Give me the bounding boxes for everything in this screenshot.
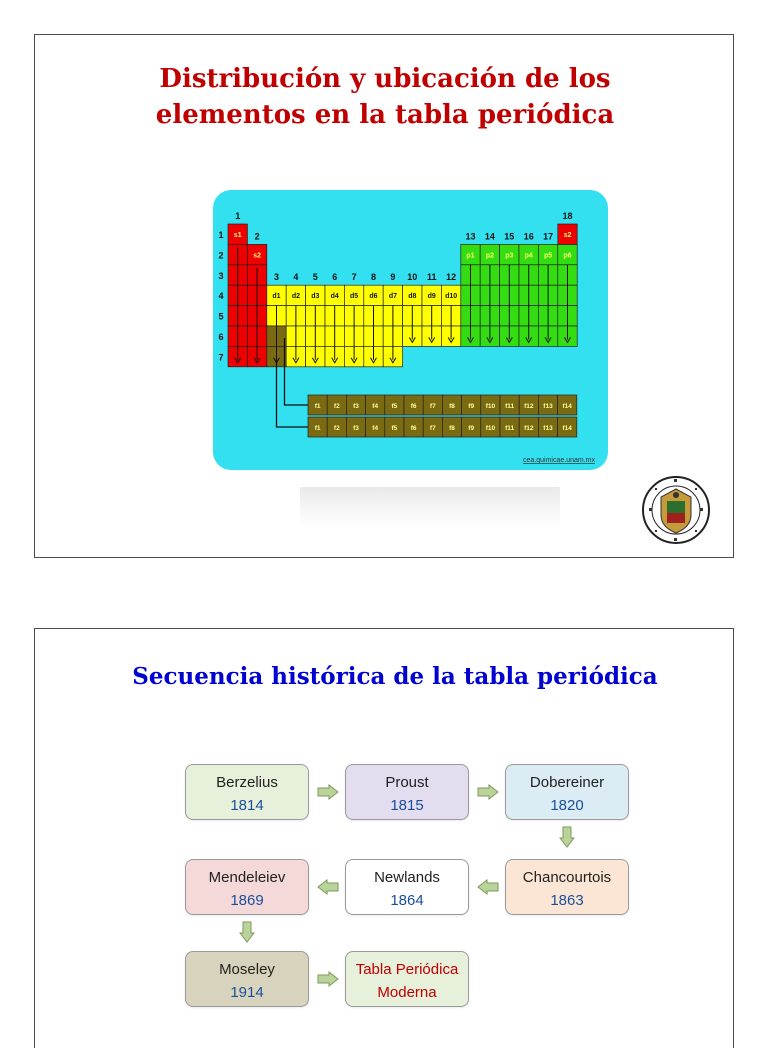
orbital-label: f4 [372, 425, 379, 432]
periodic-table-figure [213, 190, 608, 470]
period-number: 4 [218, 291, 224, 302]
scientist-year: 1869 [230, 892, 264, 909]
orbital-label: f10 [485, 425, 496, 432]
orbital-label: f9 [468, 403, 475, 410]
period-number: 5 [218, 311, 224, 322]
scientist-year: 1815 [390, 797, 424, 814]
flow-box-chancourtois [505, 859, 629, 915]
modern-table-sublabel: Moderna [377, 984, 437, 1001]
arrow-down-icon [559, 826, 575, 848]
title-line-1: Distribución y ubicación de los [159, 64, 611, 94]
flow-box-mendeleiev [185, 859, 309, 915]
group-number: 1 [235, 211, 241, 221]
orbital-label: f5 [391, 403, 398, 410]
scientist-year: 1814 [230, 797, 264, 814]
period-number: 7 [218, 352, 224, 363]
orbital-label: d2 [291, 293, 300, 301]
period-number: 6 [218, 332, 224, 342]
arrow-left-icon [477, 879, 499, 895]
orbital-label: d3 [311, 293, 320, 301]
scientist-name: Moseley [219, 961, 275, 978]
group-number: 13 [465, 231, 476, 242]
scientist-name: Proust [385, 774, 429, 791]
group-number: 9 [390, 272, 396, 283]
orbital-label: f11 [505, 403, 515, 410]
group-number: 15 [504, 231, 515, 242]
image-credit: cea.quimicae.unam.mx [523, 457, 595, 464]
orbital-label: d5 [350, 293, 359, 301]
scientist-name: Dobereiner [529, 774, 605, 791]
orbital-label: f2 [333, 403, 340, 410]
modern-table-label: Tabla Periódica [355, 961, 459, 978]
orbital-label: d1 [272, 293, 281, 301]
orbital-label: f2 [333, 425, 340, 432]
orbital-label: d7 [388, 293, 397, 301]
orbital-label: p1 [466, 252, 475, 260]
flow-box-modern-table [345, 951, 469, 1007]
orbital-label: d10 [445, 293, 458, 301]
arrow-left-icon [317, 879, 339, 895]
group-number: 4 [293, 272, 299, 283]
group-number: 5 [312, 272, 318, 283]
orbital-label: f1 [314, 403, 321, 410]
arrow-down-icon [239, 921, 255, 943]
orbital-label: f1 [314, 425, 321, 432]
orbital-label: f14 [562, 403, 572, 410]
orbital-label: f6 [410, 425, 417, 432]
flow-box-newlands [345, 859, 469, 915]
orbital-label: f13 [543, 425, 553, 432]
orbital-label: d4 [330, 293, 339, 301]
scientist-name: Mendeleiev [208, 869, 286, 886]
flow-box-proust [345, 764, 469, 820]
arrow-right-icon [477, 784, 499, 800]
orbital-label: d8 [408, 293, 417, 301]
flow-box-moseley [185, 951, 309, 1007]
scientist-year: 1914 [230, 984, 264, 1001]
group-number: 10 [407, 272, 418, 283]
orbital-label: f14 [562, 425, 572, 432]
group-number: 6 [332, 272, 338, 283]
orbital-label: s1 [233, 232, 242, 239]
orbital-label: f7 [429, 403, 436, 410]
scientist-name: Chancourtois [522, 869, 612, 886]
slide-periodic-table [34, 34, 734, 558]
orbital-label: f11 [505, 425, 515, 432]
period-number: 2 [218, 250, 224, 261]
flow-box-dobereiner [505, 764, 629, 820]
slide-title: Secuencia histórica de la tabla periódica [132, 663, 658, 690]
orbital-label: f7 [429, 425, 436, 432]
orbital-label: f3 [353, 403, 359, 410]
orbital-label: f3 [353, 425, 359, 432]
arrow-right-icon [317, 784, 339, 800]
scientist-name: Berzelius [216, 774, 278, 791]
scientist-year: 1863 [550, 892, 584, 909]
orbital-label: f8 [449, 403, 455, 410]
group-number: 8 [370, 272, 377, 283]
group-number: 12 [446, 272, 457, 283]
orbital-label: f12 [524, 403, 534, 410]
group-number: 16 [523, 231, 534, 242]
title-line-2: elementos en la tabla periódica [155, 100, 615, 130]
group-number: 11 [426, 272, 437, 283]
university-seal-icon [641, 475, 711, 545]
scientist-year: 1820 [550, 797, 584, 814]
slide-historical-sequence [34, 628, 734, 1048]
group-number: 3 [273, 272, 280, 283]
group-number: 7 [351, 272, 357, 283]
orbital-label: p3 [505, 252, 514, 260]
orbital-label: p4 [524, 252, 533, 260]
period-number: 3 [218, 270, 224, 281]
period-number: 1 [218, 230, 224, 240]
arrow-right-icon [317, 971, 339, 987]
group-number: 17 [543, 231, 554, 242]
orbital-label: s2 [253, 252, 261, 260]
orbital-label: f5 [391, 425, 398, 432]
orbital-label: p5 [544, 252, 553, 260]
orbital-label: f13 [543, 403, 553, 410]
group-number: 14 [484, 231, 495, 242]
slide-title [105, 61, 665, 133]
orbital-label: d6 [369, 293, 378, 301]
orbital-label: d9 [427, 293, 436, 301]
orbital-label: f4 [372, 403, 379, 410]
orbital-label: f6 [410, 403, 417, 410]
orbital-label: s2 [563, 232, 572, 239]
scientist-year: 1864 [390, 892, 424, 909]
flow-box-berzelius [185, 764, 309, 820]
group-number: 2 [254, 231, 260, 242]
orbital-label: f8 [449, 425, 455, 432]
orbital-label: f10 [485, 403, 496, 410]
scientist-name: Newlands [374, 869, 440, 886]
orbital-label: p2 [485, 252, 494, 260]
orbital-label: f9 [468, 425, 475, 432]
orbital-label: f12 [524, 425, 534, 432]
group-number: 18 [562, 211, 573, 221]
orbital-label: p6 [563, 252, 572, 260]
table-reflection [300, 487, 560, 527]
